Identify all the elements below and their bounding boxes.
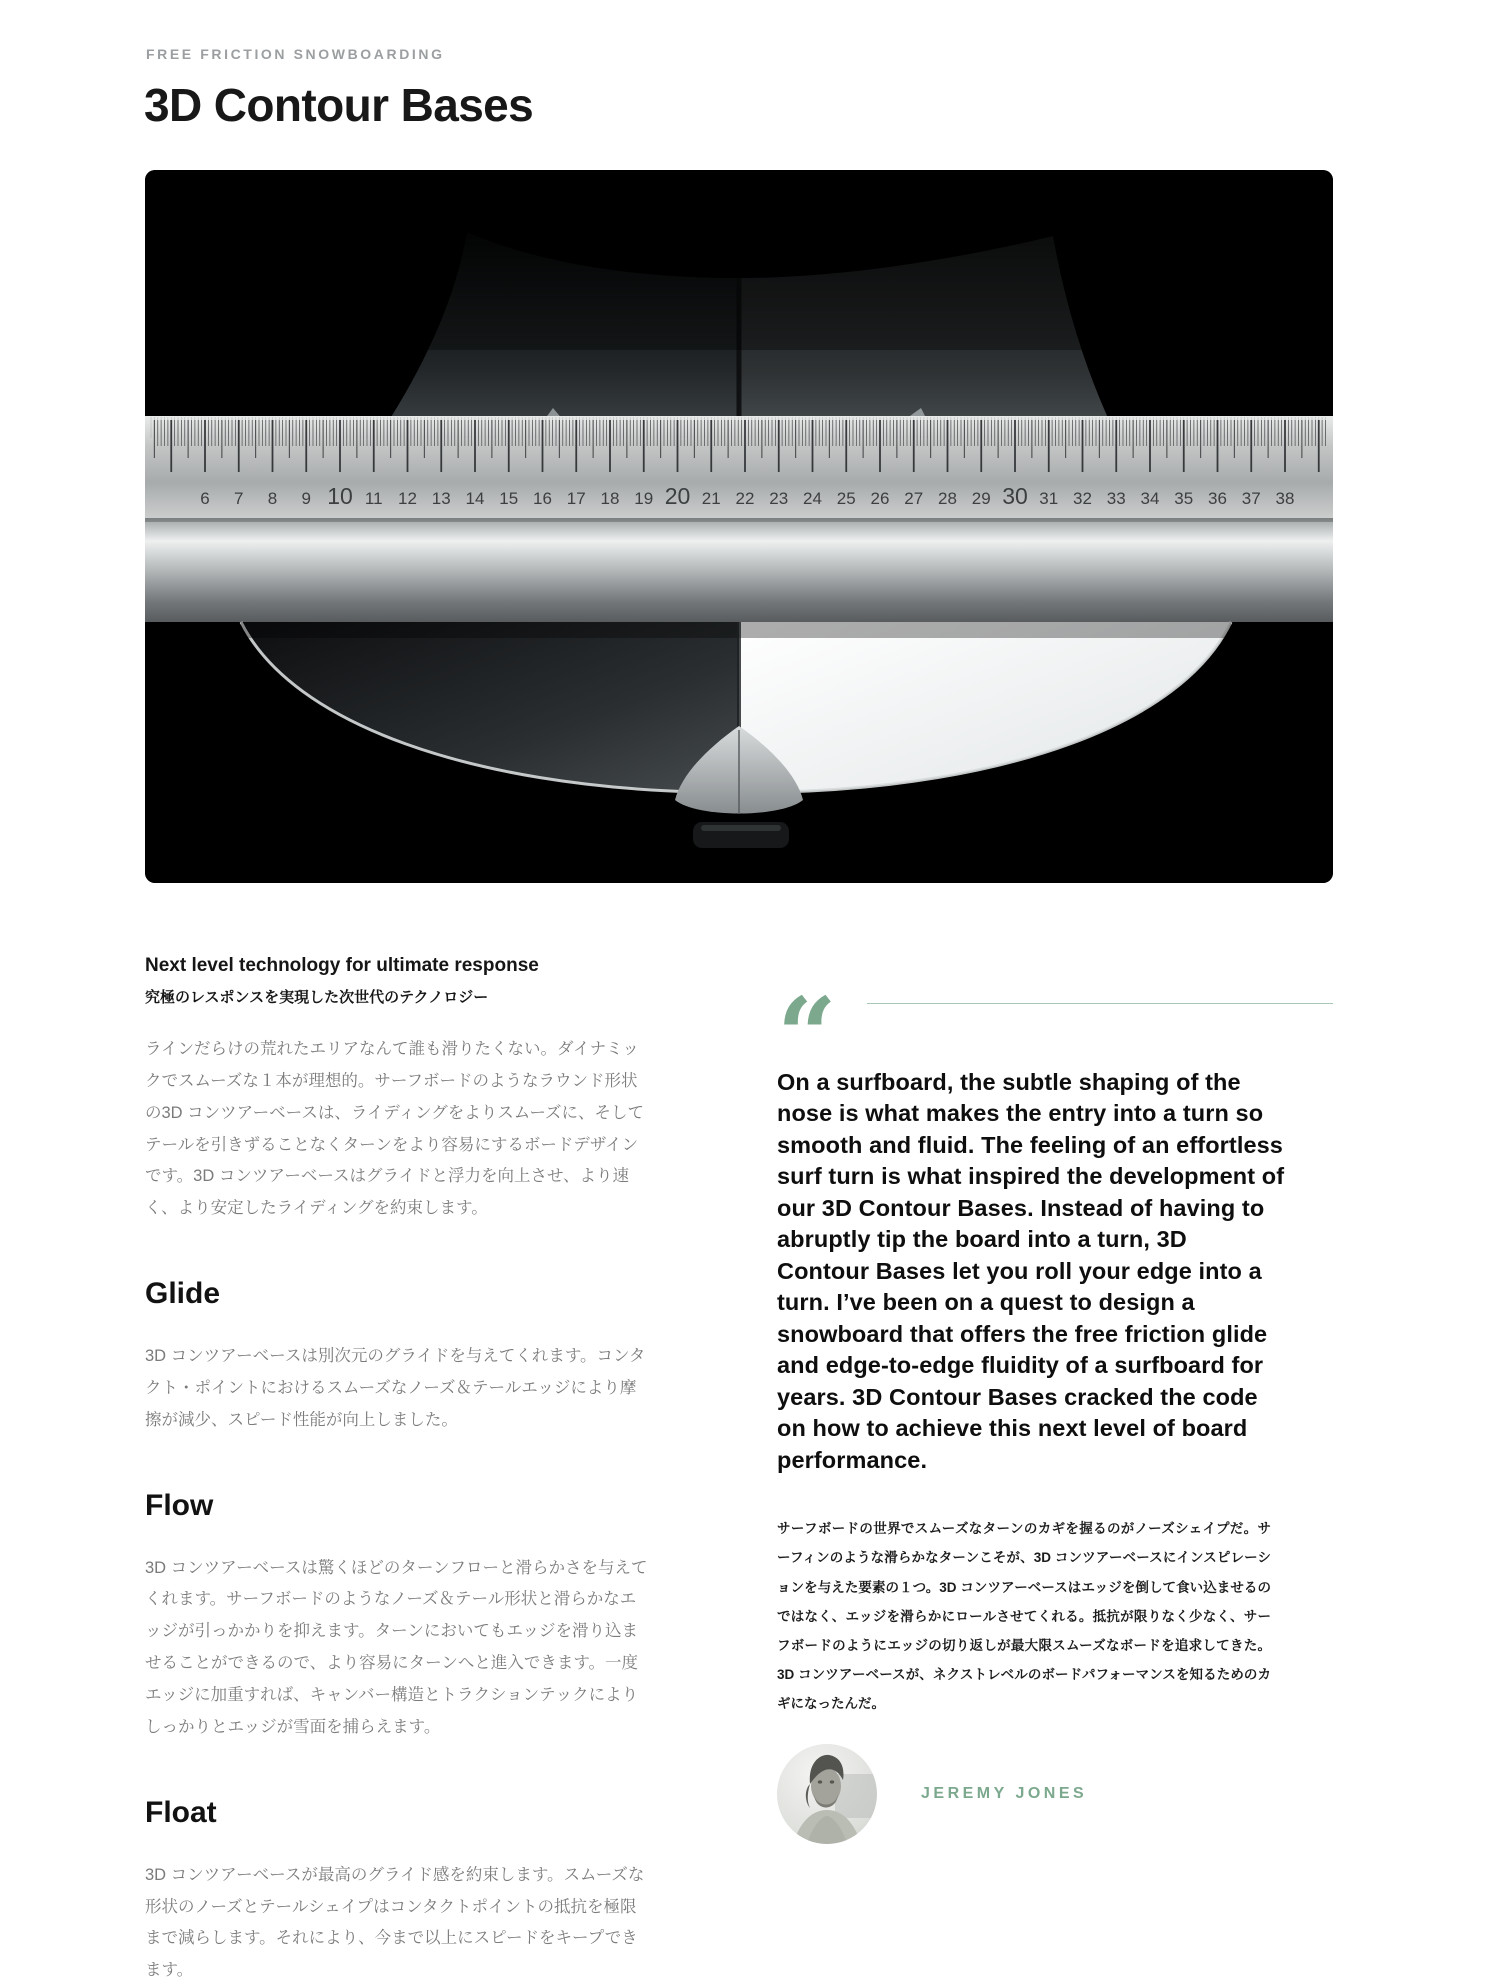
svg-text:38: 38 bbox=[1275, 489, 1295, 508]
quote-text: On a surfboard, the subtle shaping of the nose is what makes the entry into a turn so smooth and fluid. The feeling of an effortless surf turn is what inspired the development of our 3D Contour Bases. Instead of having to abruptly tip the board into a turn, 3D Contour Bases let you roll your edge into a turn. I’ve been on a quest to design a snowboard that offers the free friction glide and edge-to-edge fluidity of a surfboard for years. 3D Contour Bases cracked the code on how to achieve this next level of board performance. bbox=[777, 1069, 1285, 1473]
intro-heading-en: Next level technology for ultimate response bbox=[145, 955, 539, 976]
article-page bbox=[145, 0, 1333, 1987]
content-columns bbox=[145, 955, 1333, 1987]
svg-text:29: 29 bbox=[971, 489, 991, 508]
svg-text:22: 22 bbox=[735, 489, 755, 508]
svg-text:10: 10 bbox=[327, 483, 353, 509]
svg-text:16: 16 bbox=[533, 489, 552, 508]
svg-text:19: 19 bbox=[634, 489, 654, 508]
quote-text-jp: サーフボードの世界でスムーズなターンのカギを握るのがノーズシェイプだ。サーフィンのような滑らかなターンこそが、3D コンツアーベースにインスピレーションを与えた要素の１つ。3D コンツアーベースはエッジを倒して食い込ませるのではなく、エッジを滑らかにロールさせてくれる。抵抗が限りなく少なく、サーフボードのようにエッジの切り返しが最大限スムーズなボードを追求してきた。3D コンツアーベースが、ネクストレベルのボードパフォーマンスを知るためのカギになったんだ。 bbox=[777, 1521, 1271, 1712]
jeremy-jones-avatar bbox=[777, 1744, 877, 1844]
svg-text:17: 17 bbox=[566, 489, 586, 508]
eyebrow-label: FREE FRICTION SNOWBOARDING bbox=[146, 46, 445, 62]
svg-text:28: 28 bbox=[938, 489, 957, 508]
svg-text:37: 37 bbox=[1241, 489, 1261, 508]
svg-text:25: 25 bbox=[836, 489, 856, 508]
svg-text:27: 27 bbox=[904, 489, 924, 508]
svg-text:20: 20 bbox=[664, 483, 691, 509]
svg-text:12: 12 bbox=[398, 489, 417, 508]
svg-text:11: 11 bbox=[364, 489, 383, 508]
svg-text:30: 30 bbox=[1002, 483, 1028, 509]
svg-text:18: 18 bbox=[600, 489, 620, 508]
page-title: 3D Contour Bases bbox=[144, 79, 534, 131]
feature-body-glide: 3D コンツアーベースは別次元のグライドを与えてくれます。コンタクト・ポイントにおけるスムーズなノーズ＆テールエッジにより摩擦が減少、スピード性能が向上しました。 bbox=[145, 1347, 646, 1429]
svg-text:9: 9 bbox=[301, 489, 311, 508]
feature-title-float: Float bbox=[145, 1795, 217, 1829]
hero-image bbox=[145, 170, 1333, 883]
quote-header bbox=[777, 974, 1333, 1097]
svg-text:24: 24 bbox=[803, 489, 822, 508]
feature-title-flow: Flow bbox=[145, 1488, 214, 1522]
quote-author bbox=[777, 1744, 1333, 1844]
intro-heading-jp: 究極のレスポンスを実現した次世代のテクノロジー bbox=[145, 989, 489, 1006]
feature-title-glide: Glide bbox=[145, 1277, 221, 1311]
svg-text:23: 23 bbox=[769, 489, 789, 508]
svg-text:34: 34 bbox=[1140, 489, 1160, 508]
svg-text:32: 32 bbox=[1073, 489, 1092, 508]
svg-text:31: 31 bbox=[1039, 489, 1059, 508]
svg-text:36: 36 bbox=[1208, 489, 1227, 508]
left-column bbox=[145, 955, 650, 1987]
snowboard-ruler-photo bbox=[145, 170, 1333, 883]
svg-text:13: 13 bbox=[431, 489, 451, 508]
svg-text:26: 26 bbox=[870, 489, 890, 508]
svg-text:33: 33 bbox=[1106, 489, 1126, 508]
quote-icon: “ bbox=[777, 974, 837, 1097]
author-name: JEREMY JONES bbox=[921, 1785, 1088, 1803]
svg-text:35: 35 bbox=[1174, 489, 1194, 508]
ruler-blade bbox=[145, 518, 1333, 622]
feature-body-float: 3D コンツアーベースが最高のグライド感を約束します。スムーズな形状のノーズとテールシェイプはコンタクトポイントの抵抗を極限まで減らします。それにより、今まで以上にスピードをキープできます。 bbox=[145, 1865, 645, 1980]
svg-text:6: 6 bbox=[200, 489, 210, 508]
quote-divider-line bbox=[867, 1003, 1333, 1004]
svg-text:21: 21 bbox=[701, 489, 721, 508]
svg-text:15: 15 bbox=[499, 489, 519, 508]
svg-text:7: 7 bbox=[234, 489, 244, 508]
svg-text:8: 8 bbox=[267, 489, 278, 508]
svg-text:14: 14 bbox=[465, 489, 485, 508]
intro-body: ラインだらけの荒れたエリアなんて誰も滑りたくない。ダイナミックでスムーズな１本が理想的。サーフボードのようなラウンド形状の3D コンツアーベースは、ライディングをよりスムーズに、そしてテールを引きずることなくターンをより容易にするボードデザインです。3D コンツアーベースはグライドと浮力を向上させ、より速く、より安定したライディングを約束します。 bbox=[145, 1040, 645, 1218]
avatar-portrait bbox=[777, 1744, 877, 1844]
quote-column bbox=[777, 955, 1333, 1987]
feature-body-flow: 3D コンツアーベースは驚くほどのターンフローと滑らかさを与えてくれます。サーフボードのようなノーズ＆テール形状と滑らかなエッジが引っかかりを抑えます。ターンにおいてもエッジを滑り込ませることができるので、より容易にターンへと進入できます。一度エッジに加重すれば、キャンバー構造とトラクションテックによりしっかりとエッジが雪面を捕らえます。 bbox=[145, 1558, 648, 1736]
